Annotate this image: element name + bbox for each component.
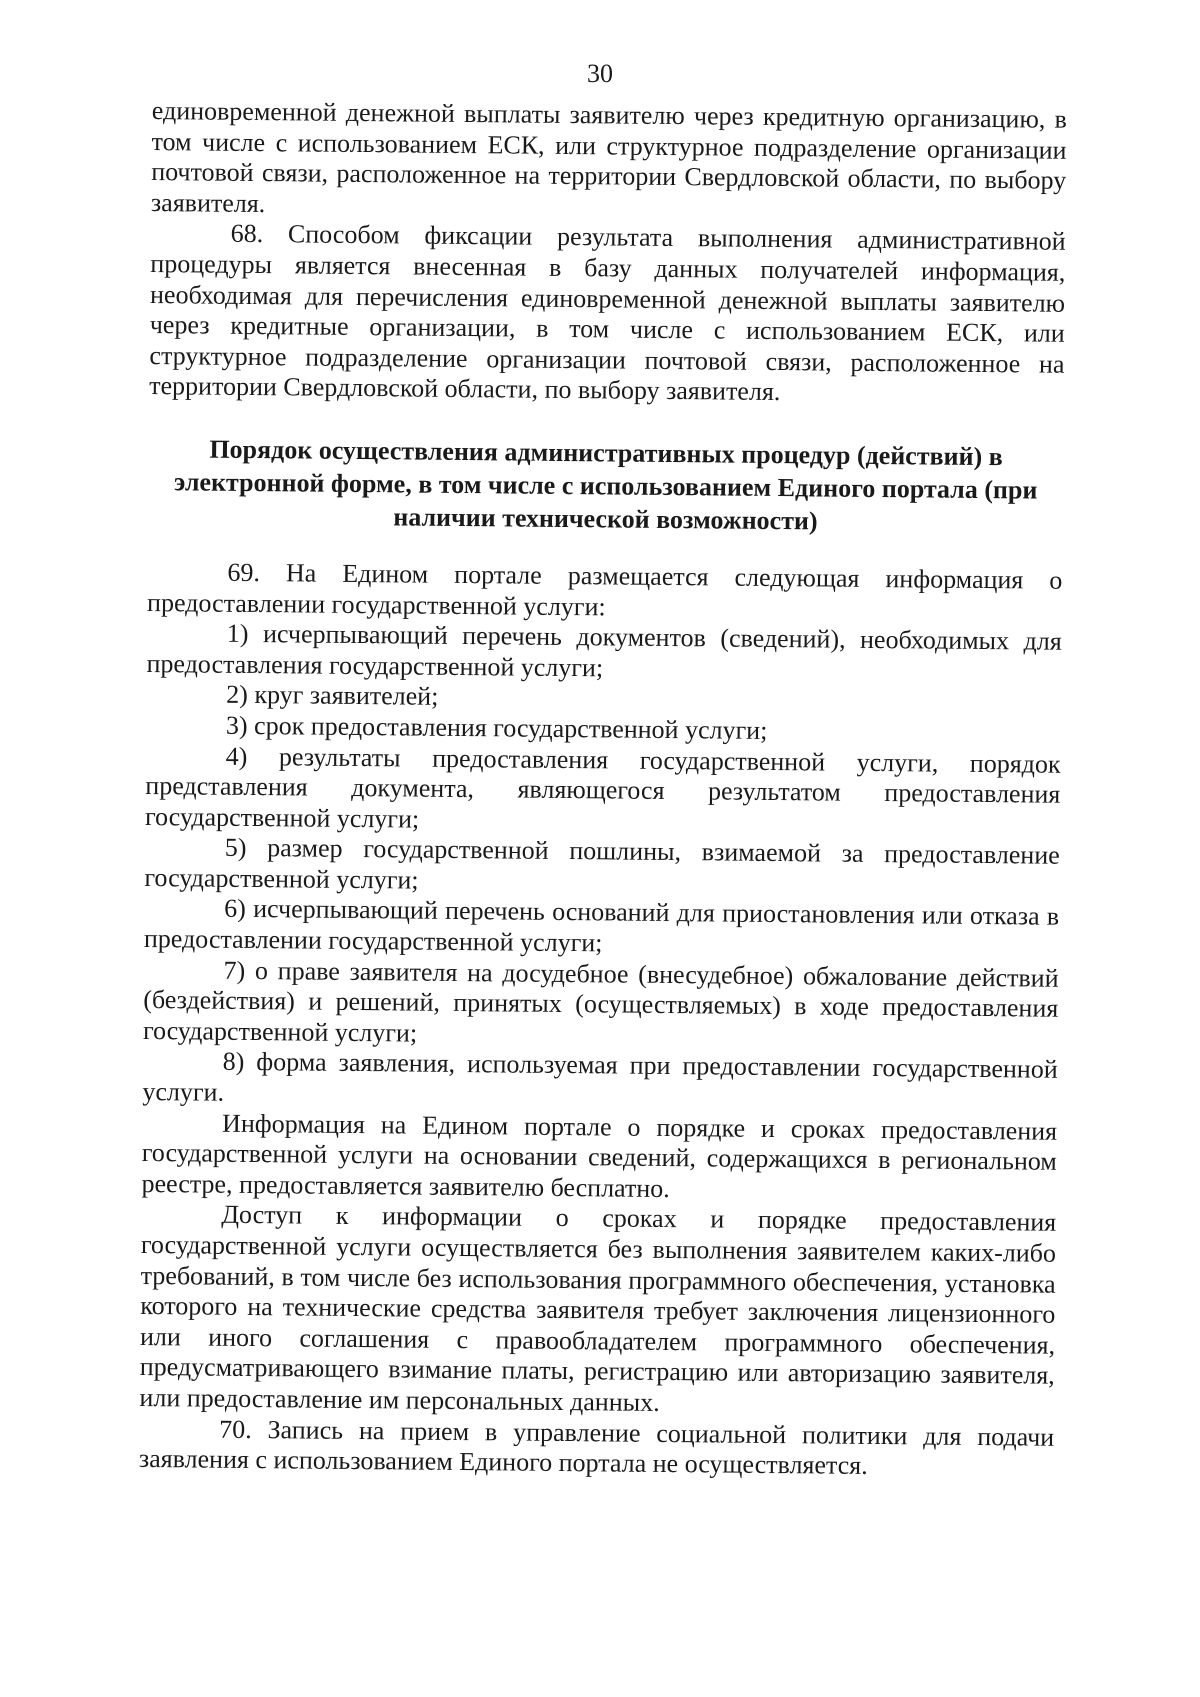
list-item-8: 8) форма заявления, используемая при предоставлении государственной услуги. <box>142 1047 1058 1107</box>
paragraph-access: Доступ к информации о сроках и порядке предоставления государственной услуги осуществляется без выполнения заявителем каких-либо требований, в том числе без использования программного обеспечения, установка которого на технические средства заявителя требует заключения лицензионного или иного соглашения с правообладателем программного обеспечения, предусматривающего взимание платы, регистрацию или авторизацию заявителя, или предоставление им персональных данных. <box>139 1200 1057 1417</box>
paragraph-continuation: единовременной денежной выплаты заявителю через кредитную организацию, в том числе с использованием ЕСК, или структурное подразделение организации почтовой связи, расположенное на территории Свердловской области, по выбору заявителя. <box>150 96 1067 218</box>
list-item-6: 6) исчерпывающий перечень оснований для приостановления или отказа в предоставлении государственной услуги; <box>143 894 1060 958</box>
page-number: 30 <box>587 59 613 88</box>
document-body <box>139 96 1067 1483</box>
list-item-4: 4) результаты предоставления государственной услуги, порядок представления документа, являющегося результатом предоставления государственной услуги; <box>144 741 1061 834</box>
list-item-5: 5) размер государственной пошлины, взимаемой за предоставление государственной услуги; <box>144 833 1060 895</box>
section-heading: Порядок осуществления административных процедур (действий) в электронной форме, в том числе с использованием Единого портала (при наличии технической возможности) <box>174 434 1038 536</box>
list-item-3: 3) срок предоставления государственной услуги; <box>225 710 768 745</box>
list-item-7: 7) о праве заявителя на досудебное (внесудебное) обжалование действий (бездействия) и решений, принятых (осуществляемых) в ходе предоставления государственной услуги; <box>142 955 1059 1048</box>
list-item-1: 1) исчерпывающий перечень документов (сведений), необходимых для предоставления государственной услуги; <box>146 618 1062 683</box>
paragraph-68: 68. Способом фиксации результата выполнения административной процедуры является внесенная в базу данных получателей информация, необходимая для перечисления единовременной денежной выплаты заявителю через кредитные организации, в том числе с использованием ЕСК, или структурное подразделение организации почтовой связи, расположенное на территории Свердловской области, по выбору заявителя. <box>149 219 1066 407</box>
list-item-2: 2) круг заявителей; <box>226 680 439 712</box>
paragraph-69: 69. На Едином портале размещается следующая информация о предоставлении государственной услуги: <box>147 557 1063 621</box>
paragraph-70: 70. Запись на прием в управление социальной политики для подачи заявления с использованием Единого портала не осуществляется. <box>138 1414 1055 1481</box>
paragraph-info: Информация на Едином портале о порядке и сроках предоставления государственной услуги на основании сведений, содержащихся в региональном реестре, предоставляется заявителю бесплатно. <box>141 1108 1058 1203</box>
